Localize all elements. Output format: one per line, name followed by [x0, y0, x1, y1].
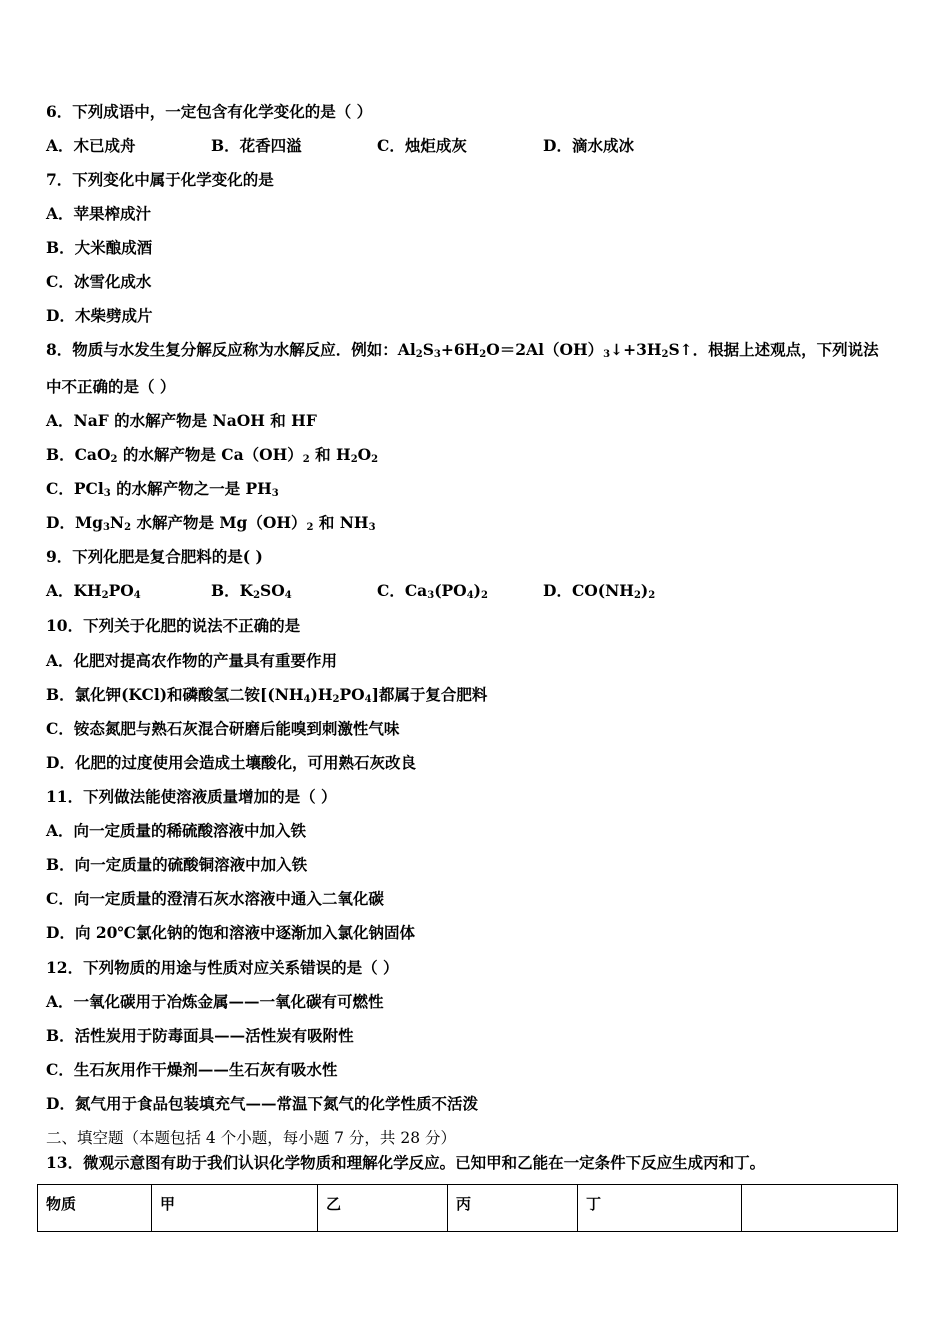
gas-arrow: ↑ [679, 340, 693, 359]
table-header-yi: 乙 [318, 1185, 448, 1232]
q11-option-d: D．向 20℃氯化钠的饱和溶液中逐渐加入氯化钠固体 [46, 923, 415, 942]
q10-option-d: D．化肥的过度使用会造成土壤酸化，可用熟石灰改良 [46, 753, 416, 772]
q11-option-b: B．向一定质量的硫酸铜溶液中加入铁 [46, 855, 308, 874]
table-header-empty [742, 1185, 898, 1232]
q8-stem: 8．物质与水发生复分解反应称为水解反应．例如：$Al_2S_3+6H_2O=2Al(OH)_3↓+3H_2S↑$．根据上述观点，下列说法 [46, 340, 879, 360]
q8-option-a: A．NaF 的水解产物是 NaOH 和 HF [46, 411, 317, 430]
q7-option-d: D．木柴劈成片 [46, 306, 153, 325]
q11-option-c: C．向一定质量的澄清石灰水溶液中通入二氧化碳 [46, 889, 384, 908]
table-header-jia: 甲 [152, 1185, 318, 1232]
q7-stem: 7．下列变化中属于化学变化的是 [46, 170, 274, 189]
q12-option-b: B．活性炭用于防毒面具——活性炭有吸附性 [46, 1026, 354, 1045]
q12-stem: 12．下列物质的用途与性质对应关系错误的是（ ） [46, 958, 399, 977]
q9-option-b: B．$K_2SO_4$ [211, 581, 292, 601]
q12-option-d: D．氮气用于食品包装填充气——常温下氮气的化学性质不活泼 [46, 1094, 478, 1113]
table-row [38, 1185, 898, 1232]
q7-option-a: A．苹果榨成汁 [46, 204, 152, 223]
q8-option-b: B．CaO$_2$ 的水解产物是 $Ca(OH)_2$ 和 $H_2O_2$ [46, 445, 379, 465]
q12-option-a: A．一氧化碳用于冶炼金属——一氧化碳有可燃性 [46, 992, 384, 1011]
q6-stem: 6．下列成语中，一定包含有化学变化的是（ ） [46, 102, 373, 121]
q9-stem: 9．下列化肥是复合肥料的是( ) [46, 547, 263, 566]
substance-table [37, 1184, 898, 1232]
q7-option-b: B．大米酿成酒 [46, 238, 153, 257]
precipitate-arrow: ↓ [610, 340, 624, 359]
q6-option-b: B．花香四溢 [211, 136, 302, 155]
q7-option-c: C．冰雪化成水 [46, 272, 152, 291]
q9-option-a: A．$KH_2PO_4$ [46, 581, 141, 601]
q8-stem-continued: 中不正确的是（ ） [46, 377, 176, 396]
q9-option-c: C．$Ca_3(PO_4)_2$ [377, 581, 488, 601]
section-heading: 二、填空题（本题包括 4 个小题，每小题 7 分，共 28 分） [46, 1129, 457, 1147]
q8-option-d: D．$Mg_3N_2$ 水解产物是 $Mg(OH)_2$ 和 $NH_3$ [46, 513, 376, 533]
q9-option-d: D．$CO(NH_2)_2$ [543, 581, 656, 601]
q6-option-d: D．滴水成冰 [543, 136, 634, 155]
table-header-substance: 物质 [38, 1185, 152, 1232]
q8-option-c: C．PCl$_3$ 的水解产物之一是 $PH_3$ [46, 479, 279, 499]
q11-stem: 11．下列做法能使溶液质量增加的是（ ） [46, 787, 337, 806]
table-header-ding: 丁 [578, 1185, 742, 1232]
q10-option-a: A．化肥对提高农作物的产量具有重要作用 [46, 651, 338, 670]
q10-option-c: C．铵态氮肥与熟石灰混合研磨后能嗅到刺激性气味 [46, 719, 400, 738]
table-header-bing: 丙 [448, 1185, 578, 1232]
q6-option-c: C．烛炬成灰 [377, 136, 467, 155]
q8-equation: $Al_2S_3+6H_2O=2Al(OH)_3↓+3H_2S↑$ [397, 340, 693, 360]
q11-option-a: A．向一定质量的稀硫酸溶液中加入铁 [46, 821, 307, 840]
q10-option-b: B．氯化钾(KCl)和磷酸氢二铵$[(NH_4)H_2PO_4]$都属于复合肥料 [46, 685, 488, 705]
q13-stem: 13．微观示意图有助于我们认识化学物质和理解化学反应。已知甲和乙能在一定条件下反应生成丙和丁。 [46, 1153, 766, 1172]
q12-option-c: C．生石灰用作干燥剂——生石灰有吸水性 [46, 1060, 338, 1079]
q6-option-a: A．木已成舟 [46, 136, 136, 155]
q10-stem: 10．下列关于化肥的说法不正确的是 [46, 616, 301, 635]
